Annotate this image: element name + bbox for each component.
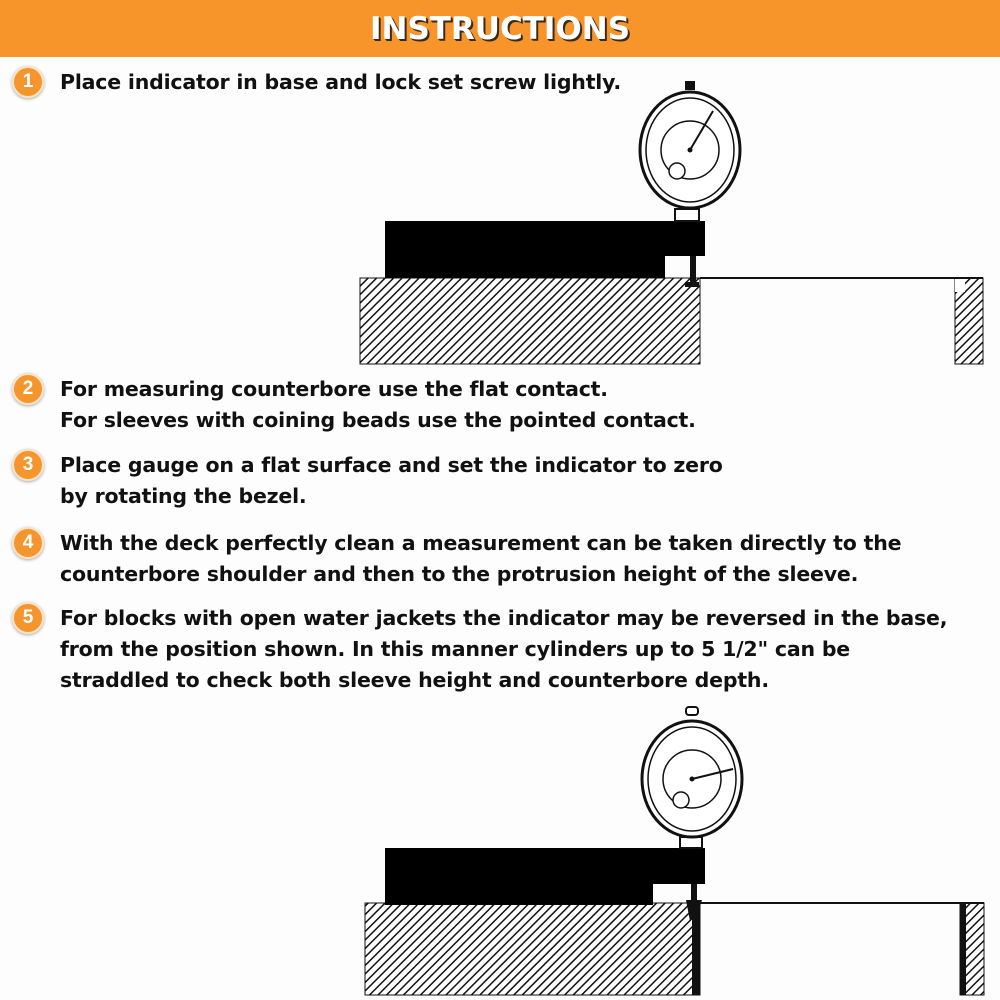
step-number-badge: 5	[12, 602, 44, 634]
dial-indicator-diagram-flat-contact	[355, 78, 1000, 368]
step-text: For measuring counterbore use the flat contact. For sleeves with coining beads use the pointed contact.	[60, 377, 696, 432]
step-text: Place gauge on a flat surface and set the indicator to zero by rotating the bezel.	[60, 453, 723, 508]
header-banner	[0, 0, 1000, 57]
dial-indicator-diagram-pointed-contact	[355, 703, 1000, 1000]
step-number-badge: 1	[12, 66, 44, 98]
step-text: Place indicator in base and lock set screw lightly.	[60, 70, 621, 94]
step-number-badge: 2	[12, 373, 44, 405]
step-number-badge: 4	[12, 527, 44, 559]
step-4	[12, 528, 901, 590]
step-text: For blocks with open water jackets the indicator may be reversed in the base, from the position shown. In this manner cylinders up to 5 1/2" can be straddled to check both sleeve height and counterbore depth.	[60, 606, 948, 692]
step-5	[12, 603, 947, 696]
step-3	[12, 450, 723, 512]
step-text: With the deck perfectly clean a measurement can be taken directly to the counterbore shoulder and then to the protrusion height of the sleeve.	[60, 531, 902, 586]
step-2	[12, 374, 696, 436]
page-title: INSTRUCTIONS	[369, 10, 631, 47]
step-number-badge: 3	[12, 449, 44, 481]
